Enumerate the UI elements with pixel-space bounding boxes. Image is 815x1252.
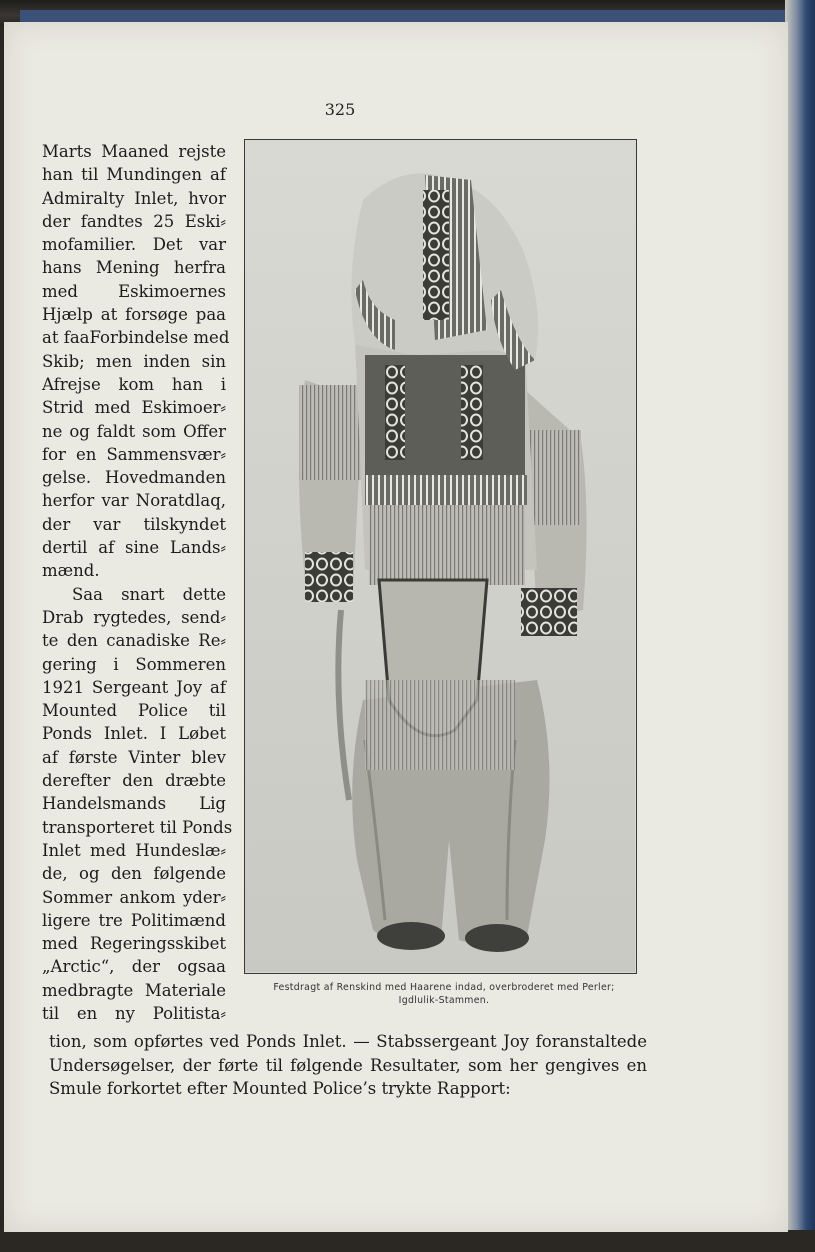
text-line: mofamilier. Det var bbox=[42, 235, 226, 255]
full-width-text bbox=[49, 1030, 647, 1101]
text-line: ligere tre Politimænd bbox=[42, 910, 226, 930]
text-line: ne og faldt som Offer bbox=[42, 421, 226, 441]
page-number: 325 bbox=[324, 100, 356, 119]
text-line: te den canadiske Re⸗ bbox=[42, 631, 226, 651]
left-text-column bbox=[42, 140, 233, 1025]
costume-photograph bbox=[244, 139, 637, 974]
text-line: dertil af sine Lands⸗ bbox=[42, 538, 226, 558]
text-line: der var tilskyndet bbox=[42, 514, 226, 534]
caption-line-1: Festdragt af Renskind med Haarene indad, overbroderet med Perler; bbox=[273, 982, 615, 993]
text-line: af første Vinter blev bbox=[42, 747, 226, 767]
text-line: Ponds Inlet. I Løbet bbox=[42, 724, 226, 744]
text-line: Marts Maaned rejste bbox=[42, 142, 226, 161]
text-line: gelse. Hovedmanden bbox=[42, 468, 226, 488]
text-line: med Eskimoernes bbox=[42, 281, 226, 301]
text-line: Handelsmands Lig bbox=[42, 794, 226, 814]
book-spine bbox=[785, 0, 815, 1252]
text-line: herfor var Noratdlaq, bbox=[42, 491, 226, 511]
text-line: Skib; men inden sin bbox=[42, 351, 226, 371]
text-line: Hjælp at forsøge paa bbox=[42, 305, 226, 325]
figure-caption bbox=[244, 981, 644, 1007]
text-line: Inlet med Hundeslæ⸗ bbox=[42, 840, 226, 860]
text-line: medbragte Materiale bbox=[42, 980, 226, 1000]
text-line: Strid med Eskimoer⸗ bbox=[42, 398, 226, 418]
text-line: „Arctic“, der ogsaa bbox=[42, 957, 226, 977]
text-line: Drab rygtedes, send⸗ bbox=[42, 607, 226, 627]
text-line: Mounted Police til bbox=[42, 701, 226, 721]
fur-parka-costume-photo-icon bbox=[245, 140, 635, 972]
text-line: Admiralty Inlet, hvor bbox=[42, 188, 226, 208]
text-line: Afrejse kom han i bbox=[42, 374, 226, 394]
text-line: tion, som opførtes ved Ponds Inlet. — Stabssergeant Joy foranstaltede bbox=[49, 1032, 647, 1051]
text-line: Sommer ankom yder⸗ bbox=[42, 887, 226, 907]
text-line: med Regeringsskibet bbox=[42, 934, 226, 954]
text-line: 1921 Sergeant Joy af bbox=[42, 677, 226, 697]
text-line: til en ny Politista⸗ bbox=[42, 1003, 226, 1023]
text-line: Smule forkortet efter Mounted Police’s trykte Rapport: bbox=[49, 1079, 511, 1098]
text-line: der fandtes 25 Eski⸗ bbox=[42, 211, 226, 231]
text-line: transporteret til Ponds bbox=[42, 817, 233, 837]
text-line: Saa snart dette bbox=[72, 584, 226, 604]
text-line: gering i Sommeren bbox=[42, 654, 226, 674]
text-line: derefter den dræbte bbox=[42, 771, 226, 791]
caption-line-2: Igdlulik-Stammen. bbox=[398, 995, 490, 1006]
text-line: de, og den følgende bbox=[42, 864, 226, 884]
text-line: han til Mundingen af bbox=[42, 165, 226, 185]
book-bottom-edge bbox=[0, 1230, 815, 1252]
text-line: for en Sammensvær⸗ bbox=[42, 444, 226, 464]
text-line: hans Mening herfra bbox=[42, 258, 226, 278]
text-line: mænd. bbox=[42, 561, 100, 581]
text-line: Undersøgelser, der førte til følgende Resultater, som her gengives en bbox=[49, 1055, 647, 1075]
text-line: at faaForbindelse med bbox=[42, 328, 230, 348]
